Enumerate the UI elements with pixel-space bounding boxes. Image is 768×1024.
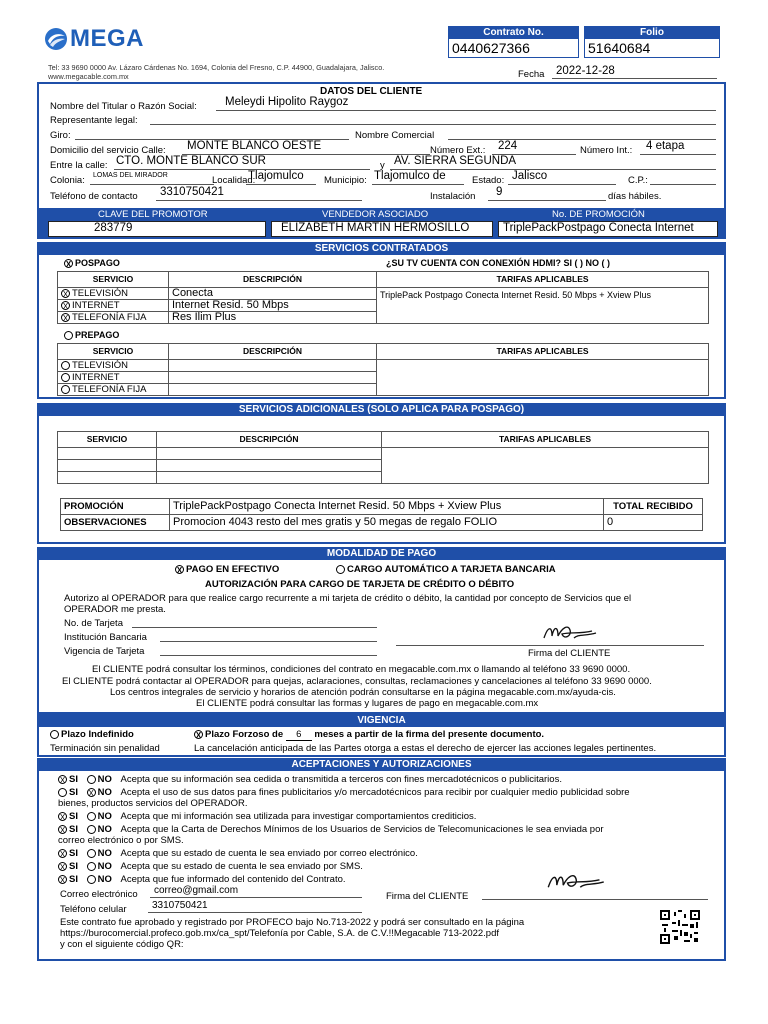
- info-line-1: El CLIENTE podrá consultar los términos, condiciones del contrato en megacable.com.mx o llamando al teléfono 33 9690 0000.: [92, 664, 631, 675]
- vigencia-tarjeta-label: Vigencia de Tarjeta: [64, 646, 145, 657]
- correo-field[interactable]: [150, 897, 362, 898]
- brand-name: MEGA: [70, 25, 144, 52]
- vendedor-label: VENDEDOR ASOCIADO: [322, 209, 429, 220]
- profeco-line-3: y con el siguiente código QR:: [60, 939, 184, 950]
- domicilio-label: Domicilio del servicio Calle:: [50, 145, 166, 156]
- col-servicio: SERVICIO: [58, 272, 169, 288]
- profeco-line-2: https://burocomercial.profeco.gob.mx/ca_spt/Telefonía por Cable, S.A. de C.V.!!Megacable 713-2022.pdf: [60, 928, 500, 939]
- indefinido-radio[interactable]: [50, 730, 59, 739]
- contract-label: Contrato No.: [448, 26, 579, 39]
- info-line-2: El CLIENTE podrá contactar al OPERADOR para quejas, aclaraciones, consultas, reclamaciones y cancelaciones al teléfono 33 9690 0000.: [62, 676, 652, 687]
- entre-value: CTO. MONTE BLANCO SUR: [116, 155, 266, 167]
- aceptaciones-title-bar: ACEPTACIONES Y AUTORIZACIONES: [37, 758, 726, 771]
- estado-value: Jalisco: [512, 170, 548, 182]
- municipio-value: Tlajomulco de: [374, 170, 446, 182]
- aceptacion-item-cont: correo electrónico o por SMS.: [58, 835, 184, 846]
- qr-code-icon: [660, 910, 700, 944]
- table-row: TELEFONÍA FIJA: [58, 384, 709, 396]
- client-section-title: DATOS DEL CLIENTE: [320, 86, 423, 97]
- fecha-label: Fecha: [518, 69, 545, 80]
- vendedor-box: ELIZABETH MARTIN HERMOSILLO: [271, 221, 493, 237]
- si-radio[interactable]: [58, 788, 67, 797]
- service-cell: X TELEFONÍA FIJA: [58, 312, 169, 324]
- vigencia-tarjeta-field[interactable]: [160, 655, 377, 656]
- prepago-tv-checkbox[interactable]: [61, 361, 70, 370]
- contract-number: 0440627366: [448, 38, 579, 58]
- instalacion-label: Instalación: [430, 191, 476, 202]
- firma-cliente-label: Firma del CLIENTE: [528, 648, 611, 659]
- si-radio[interactable]: X: [59, 862, 66, 872]
- no-tarjeta-label: No. de Tarjeta: [64, 618, 123, 629]
- no-radio[interactable]: [87, 875, 96, 884]
- cancelacion-label: La cancelación anticipada de las Partes otorga a estas el derecho de ejercer las acciones legales pertinentes.: [194, 743, 657, 754]
- municipio-label: Municipio:: [324, 175, 367, 186]
- si-radio[interactable]: X: [59, 825, 66, 835]
- institucion-field[interactable]: [160, 641, 377, 642]
- fecha-value: 2022-12-28: [556, 65, 615, 77]
- promocion-table: [60, 498, 703, 531]
- si-radio[interactable]: X: [59, 875, 66, 885]
- no-radio[interactable]: [87, 862, 96, 871]
- profeco-line-1: Este contrato fue aprobado y registrado por PROFECO bajo No.713-2022 y podrá ser consultado en la página: [60, 917, 525, 928]
- dias-label: días hábiles.: [608, 191, 662, 202]
- promo-label: No. DE PROMOCIÓN: [552, 209, 645, 220]
- vigencia-title-bar: VIGENCIA: [37, 714, 726, 727]
- prepago-telefonia-checkbox[interactable]: [61, 385, 70, 394]
- table-row: [58, 448, 709, 460]
- ext-value: 224: [498, 140, 518, 152]
- total-label: TOTAL RECIBIDO: [604, 499, 703, 515]
- int-value: 4 etapa: [646, 140, 685, 152]
- adicionales-table: SERVICIO DESCRIPCIÓN TARIFAS APLICABLES: [57, 431, 709, 484]
- total-value: 0: [604, 515, 703, 531]
- celular-value: 3310750421: [152, 900, 208, 911]
- info-line-4: El CLIENTE podrá consultar las formas y lugares de pago en megacable.com.mx: [196, 698, 539, 709]
- table-row: TELEVISIÓN: [58, 360, 709, 372]
- firma-cliente-2-label: Firma del CLIENTE: [386, 891, 469, 902]
- folio-label: Folio: [584, 26, 720, 39]
- promocion-label: PROMOCIÓN: [61, 499, 170, 515]
- aceptacion-item-cont: bienes, productos servicios del OPERADOR.: [58, 798, 248, 809]
- signature-2-icon: [544, 870, 608, 896]
- tv-checkbox[interactable]: X: [62, 289, 69, 299]
- prepago-table: SERVICIO DESCRIPCIÓN TARIFAS APLICABLES TELEVISIÓN INTERNET TELEFONÍA FIJA: [57, 343, 709, 396]
- aceptacion-item: SI X NO Acepta el uso de sus datos para fines publicitarios y/o mercadotécnicos para recibir por cualquier medio publicidad sobre: [58, 787, 630, 798]
- forzoso-radio[interactable]: X: [195, 731, 202, 740]
- localidad-value: Tlajomulco: [248, 170, 304, 182]
- signature-icon: [540, 622, 600, 646]
- no-radio[interactable]: [87, 825, 96, 834]
- plazo-forzoso: X Plazo Forzoso de 6 meses a partir de la firma del presente documento.: [195, 729, 545, 741]
- table-row: X TELEFONÍA FIJA Res Ilim Plus: [58, 312, 709, 324]
- instalacion-value: 9: [496, 186, 503, 198]
- promocion-value: TriplePackPostpago Conecta Internet Resid. 50 Mbps + Xview Plus: [170, 499, 604, 515]
- pago-tarjeta: CARGO AUTOMÁTICO A TARJETA BANCARIA: [336, 565, 556, 575]
- pospago-label: X POSPAGO: [65, 258, 120, 270]
- int-label: Número Int.:: [580, 145, 633, 156]
- colonia-label: Colonia:: [50, 175, 85, 186]
- service-cell: X TELEVISIÓN: [58, 288, 169, 300]
- no-radio[interactable]: [87, 849, 96, 858]
- localidad-label: Localidad:: [212, 175, 256, 186]
- y-value: AV. SIERRA SEGUNDA: [394, 155, 517, 167]
- mega-logo: [44, 26, 159, 52]
- aceptacion-item: X SI NO Acepta que su estado de cuenta le sea enviado por correo electrónico.: [59, 848, 418, 859]
- clave-box: 283779: [48, 221, 266, 237]
- autorizacion-title: AUTORIZACIÓN PARA CARGO DE TARJETA DE CRÉDITO O DÉBITO: [205, 579, 515, 590]
- aceptacion-item: X SI NO Acepta que su información sea cedida o transmitida a terceros con fines mercadotécnicos o publicitarios.: [59, 774, 562, 785]
- no-tarjeta-field[interactable]: [132, 627, 377, 628]
- comercial-label: Nombre Comercial: [355, 130, 435, 141]
- efectivo-radio[interactable]: X: [176, 566, 183, 575]
- tarjeta-radio[interactable]: [336, 565, 345, 574]
- rep-label: Representante legal:: [50, 115, 138, 126]
- institucion-label: Institución Bancaria: [64, 632, 147, 643]
- folio-number: 51640684: [584, 38, 720, 58]
- colonia-value: LOMAS DEL MIRADOR: [93, 172, 168, 179]
- table-row: X TELEVISIÓN Conecta TriplePack Postpago Conecta Internet Resid. 50 Mbps + Xview Plus: [58, 288, 709, 300]
- pospago-tarifa: TriplePack Postpago Conecta Internet Resid. 50 Mbps + Xview Plus: [377, 288, 709, 324]
- no-radio[interactable]: [87, 775, 96, 784]
- observaciones-value: Promocion 4043 resto del mes gratis y 50 megas de regalo FOLIO: [170, 515, 604, 531]
- prepago-internet-checkbox[interactable]: [61, 373, 70, 382]
- aceptacion-item: X SI NO Acepta que fue informado del contenido del Contrato.: [59, 874, 346, 885]
- promo-box: TriplePackPostpago Conecta Internet: [498, 221, 718, 237]
- ext-label: Número Ext.:: [430, 145, 486, 156]
- header-website: www.megacable.com.mx: [48, 72, 129, 81]
- autorizacion-text-2: OPERADOR me presta.: [64, 604, 166, 615]
- pago-efectivo: X PAGO EN EFECTIVO: [176, 564, 280, 576]
- service-cell: X INTERNET: [58, 300, 169, 312]
- terminacion-label: Terminación sin penalidad: [50, 743, 160, 754]
- si-radio[interactable]: X: [59, 775, 66, 785]
- observaciones-label: OBSERVACIONES: [61, 515, 170, 531]
- no-radio[interactable]: X: [88, 788, 94, 798]
- aceptacion-item: X SI NO Acepta que mi información sea utilizada para investigar comportamientos crediticios.: [59, 811, 477, 822]
- pospago-radio[interactable]: X: [65, 260, 72, 270]
- aceptacion-item: X SI NO Acepta que la Carta de Derechos Mínimos de los Usuarios de Servicios de Telecomunicaciones le sea enviada por: [59, 824, 604, 835]
- plazo-indefinido: Plazo Indefinido: [50, 730, 134, 740]
- telefono-label: Teléfono de contacto: [50, 191, 138, 202]
- telefonia-checkbox[interactable]: X: [62, 313, 69, 323]
- adicionales-title-bar: SERVICIOS ADICIONALES (SOLO APLICA PARA POSPAGO): [37, 403, 726, 416]
- prepago-radio[interactable]: [64, 331, 73, 340]
- table-row: X INTERNET Internet Resid. 50 Mbps: [58, 300, 709, 312]
- internet-checkbox[interactable]: X: [62, 301, 69, 311]
- celular-label: Teléfono celular: [60, 904, 127, 915]
- si-radio[interactable]: X: [59, 812, 66, 822]
- hdmi-question: ¿SU TV CUENTA CON CONEXIÓN HDMI? SI ( ) NO ( ): [386, 258, 610, 268]
- pago-title-bar: MODALIDAD DE PAGO: [37, 547, 726, 560]
- col-descripcion: DESCRIPCIÓN: [169, 272, 377, 288]
- autorizacion-text-1: Autorizo al OPERADOR para que realice cargo recurrente a mi tarjeta de crédito o débito, la cantidad por concepto de Servicios que el: [64, 593, 632, 604]
- correo-label: Correo electrónico: [60, 889, 138, 900]
- header-address: Tel: 33 9690 0000 Av. Lázaro Cárdenas No. 1694, Colonia del Fresno, C.P. 44900, Guadalajara, Jalisco.: [48, 63, 385, 72]
- col-tarifas: TARIFAS APLICABLES: [377, 272, 709, 288]
- telefono-value: 3310750421: [160, 186, 224, 198]
- entre-label: Entre la calle:: [50, 160, 108, 171]
- no-radio[interactable]: [87, 812, 96, 821]
- name-value: Meleydi Hipolito Raygoz: [225, 96, 349, 108]
- cp-label: C.P.:: [628, 175, 648, 186]
- y-label: y: [380, 160, 385, 171]
- clave-label: CLAVE DEL PROMOTOR: [98, 209, 208, 220]
- prepago-label: PREPAGO: [64, 331, 119, 340]
- mega-logo-icon: [44, 27, 68, 51]
- table-row: INTERNET: [58, 372, 709, 384]
- pospago-table: [57, 271, 709, 324]
- estado-label: Estado:: [472, 175, 505, 186]
- celular-field[interactable]: [148, 912, 362, 913]
- domicilio-value: MONTE BLANCO OESTE: [187, 140, 322, 152]
- aceptacion-item: X SI NO Acepta que su estado de cuenta le sea enviado por SMS.: [59, 861, 363, 872]
- si-radio[interactable]: X: [59, 849, 66, 859]
- correo-value: correo@gmail.com: [154, 885, 239, 896]
- info-line-3: Los centros integrales de servicio y horarios de atención podrán consultarse en la página megacable.com.mx/ayuda-cis.: [110, 687, 616, 698]
- servicios-title-bar: SERVICIOS CONTRATADOS: [37, 242, 726, 255]
- name-label: Nombre del Titular o Razón Social:: [50, 101, 197, 112]
- giro-label: Giro:: [50, 130, 71, 141]
